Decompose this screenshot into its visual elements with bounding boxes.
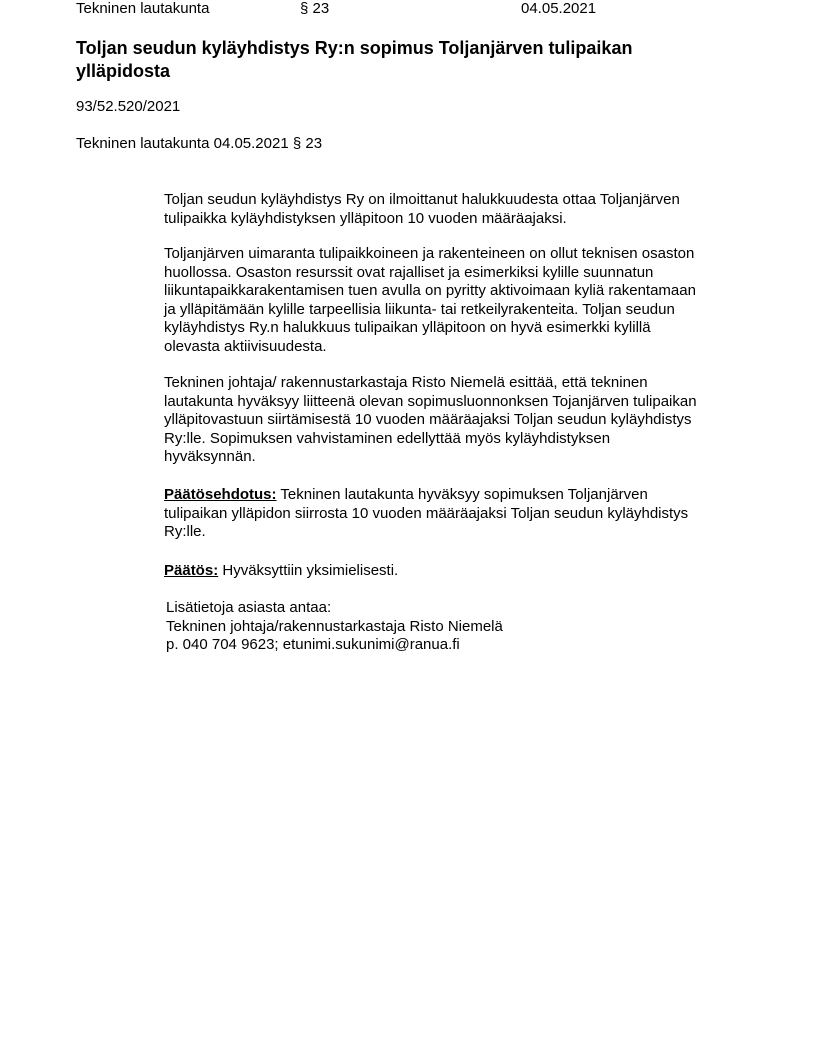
header-committee: Tekninen lautakunta	[76, 0, 210, 17]
proposal-text: Tekninen lautakunta hyväksyy sopimuksen Toljanjärven tulipaikan ylläpidon siirrosta 10 vuoden määräajaksi Toljan seudun kyläyhdistys Ry:lle.	[164, 486, 689, 540]
header-section: § 23	[300, 0, 330, 17]
meeting-reference: Tekninen lautakunta 04.05.2021 § 23	[76, 135, 323, 152]
record-number: 93/52.520/2021	[76, 98, 181, 115]
proposal-label: Päätösehdotus:	[164, 486, 277, 503]
document-title: Toljan seudun kyläyhdistys Ry:n sopimus Toljanjärven tulipaikan ylläpidosta	[76, 38, 633, 81]
contact-info	[166, 599, 756, 655]
contact-person: Tekninen johtaja/rakennustarkastaja Risto Niemelä	[166, 617, 503, 635]
decision-text: Hyväksyttiin yksimielisesti.	[218, 562, 399, 579]
contact-intro: Lisätietoja asiasta antaa:	[166, 599, 332, 616]
contact-details: p. 040 704 9623; etunimi.sukunimi@ranua.fi	[166, 636, 460, 653]
paragraph-background: Toljanjärven uimaranta tulipaikkoineen ja rakenteineen on ollut teknisen osaston huollossa. Osaston resurssit ovat rajalliset ja esimerkiksi kylille suunnatun liikuntapaikkarakentamisen tuen avulla on pyritty aktivoimaan kyliä rakentamaan ja ylläpitämään kylille tarpeellisia liikunta- tai retkeilyrakenteita. Toljan seudun kyläyhdistys Ry.n halukkuus tulipaikan ylläpitoon on hyvä esimerkki kylillä olevasta aktiivisuudesta.	[164, 245, 696, 355]
header-date: 04.05.2021	[521, 0, 597, 17]
decision-label: Päätös:	[164, 562, 219, 579]
paragraph-intro: Toljan seudun kyläyhdistys Ry on ilmoittanut halukkuudesta ottaa Toljanjärven tulipaikka kyläyhdistyksen ylläpitoon 10 vuoden määräajaksi.	[164, 191, 680, 227]
decision	[164, 562, 754, 581]
decision-proposal	[164, 486, 754, 542]
paragraph-presentation: Tekninen johtaja/ rakennustarkastaja Risto Niemelä esittää, että tekninen lautakunta hyväksyy liitteenä olevan sopimusluonnonksen Tojanjärven tulipaikan ylläpitovastuun siirtämisestä 10 vuoden määräajaksi Toljan seudun kyläyhdistys Ry:lle. Sopimuksen vahvistaminen edellyttää myös kyläyhdistyksen hyväksynnän.	[164, 374, 697, 465]
